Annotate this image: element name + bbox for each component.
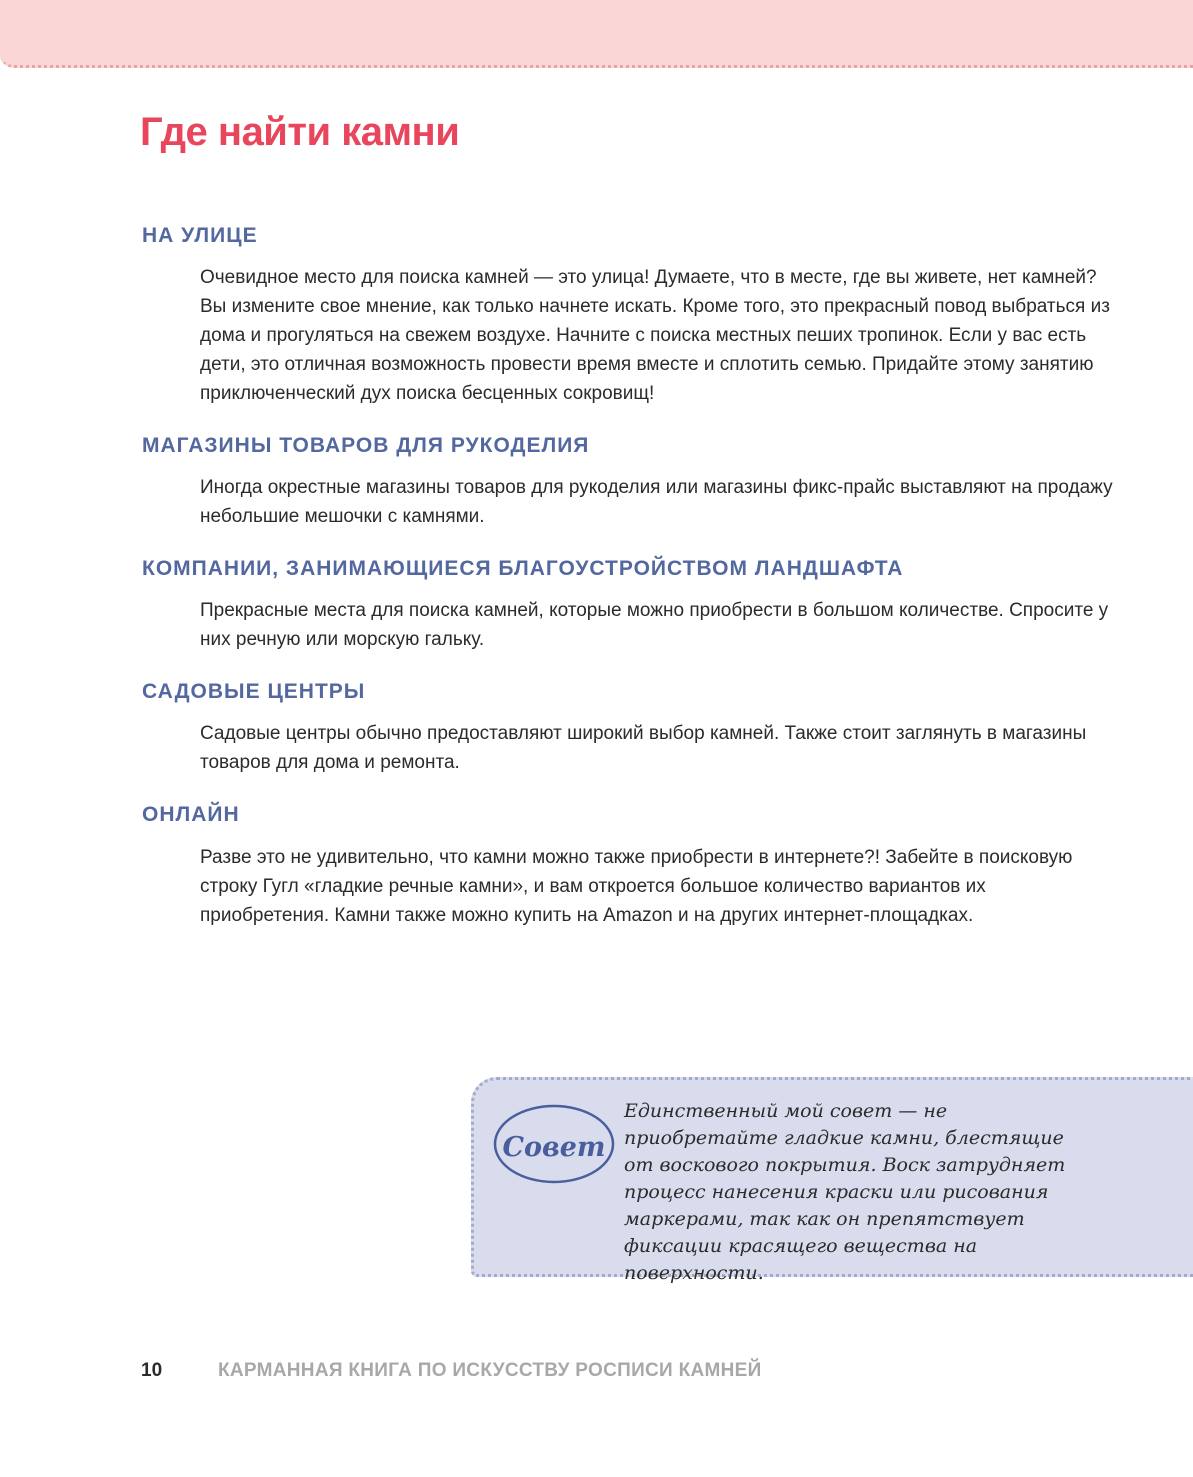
tip-badge-label: Совет (502, 1132, 606, 1163)
footer-book-title: КАРМАННАЯ КНИГА ПО ИСКУССТВУ РОСПИСИ КАМНЕЙ (218, 1360, 762, 1381)
section-heading-online: ОНЛАЙН (142, 803, 240, 826)
section-heading-outdoors: НА УЛИЦЕ (142, 224, 258, 247)
tip-badge (491, 1102, 617, 1186)
section-body-garden-centers: Садовые центры обычно предоставляют широкий выбор камней. Также стоит заглянуть в магазины товаров для дома и ремонта. (200, 723, 1087, 773)
section-heading-garden-centers: САДОВЫЕ ЦЕНТРЫ (142, 680, 366, 703)
section-body-landscaping: Прекрасные места для поиска камней, которые можно приобрести в большом количестве. Спросите у них речную или морскую гальку. (200, 600, 1109, 650)
section-body-craft-stores: Иногда окрестные магазины товаров для рукоделия или магазины фикс-прайс выставляют на продажу небольшие мешочки с камнями. (200, 477, 1113, 527)
tip-text: Единственный мой совет — не приобретайте гладкие камни, блестящие от воскового покрытия. Воск затрудняет процесс нанесения краски или рисования маркерами, так как он препятствует фиксации красящего вещества на поверхности. (624, 1100, 1066, 1284)
section-body-online: Разве это не удивительно, что камни можно также приобрести в интернете?! Забейте в поисковую строку Гугл «гладкие речные камни», и вам откроется большое количество вариантов их приобретения. Камни также можно купить на Amazon и на других интернет-площадках. (200, 847, 1073, 926)
footer-page-number: 10 (141, 1360, 163, 1381)
top-decorative-band (0, 0, 1193, 68)
section-heading-landscaping: КОМПАНИИ, ЗАНИМАЮЩИЕСЯ БЛАГОУСТРОЙСТВОМ ЛАНДШАФТА (142, 557, 904, 580)
section-heading-craft-stores: МАГАЗИНЫ ТОВАРОВ ДЛЯ РУКОДЕЛИЯ (142, 434, 590, 457)
page-title: Где найти камни (140, 110, 460, 154)
section-body-outdoors: Очевидное место для поиска камней — это улица! Думаете, что в месте, где вы живете, нет камней? Вы измените свое мнение, как только начнете искать. Кроме того, это прекрасный повод выбраться из дома и прогуляться на свежем воздухе. Начните с поиска местных пеших тропинок. Если у вас есть дети, это отличная возможность провести время вместе и сплотить семью. Придайте этому занятию приключенческий дух поиска бесценных сокровищ! (200, 267, 1110, 404)
